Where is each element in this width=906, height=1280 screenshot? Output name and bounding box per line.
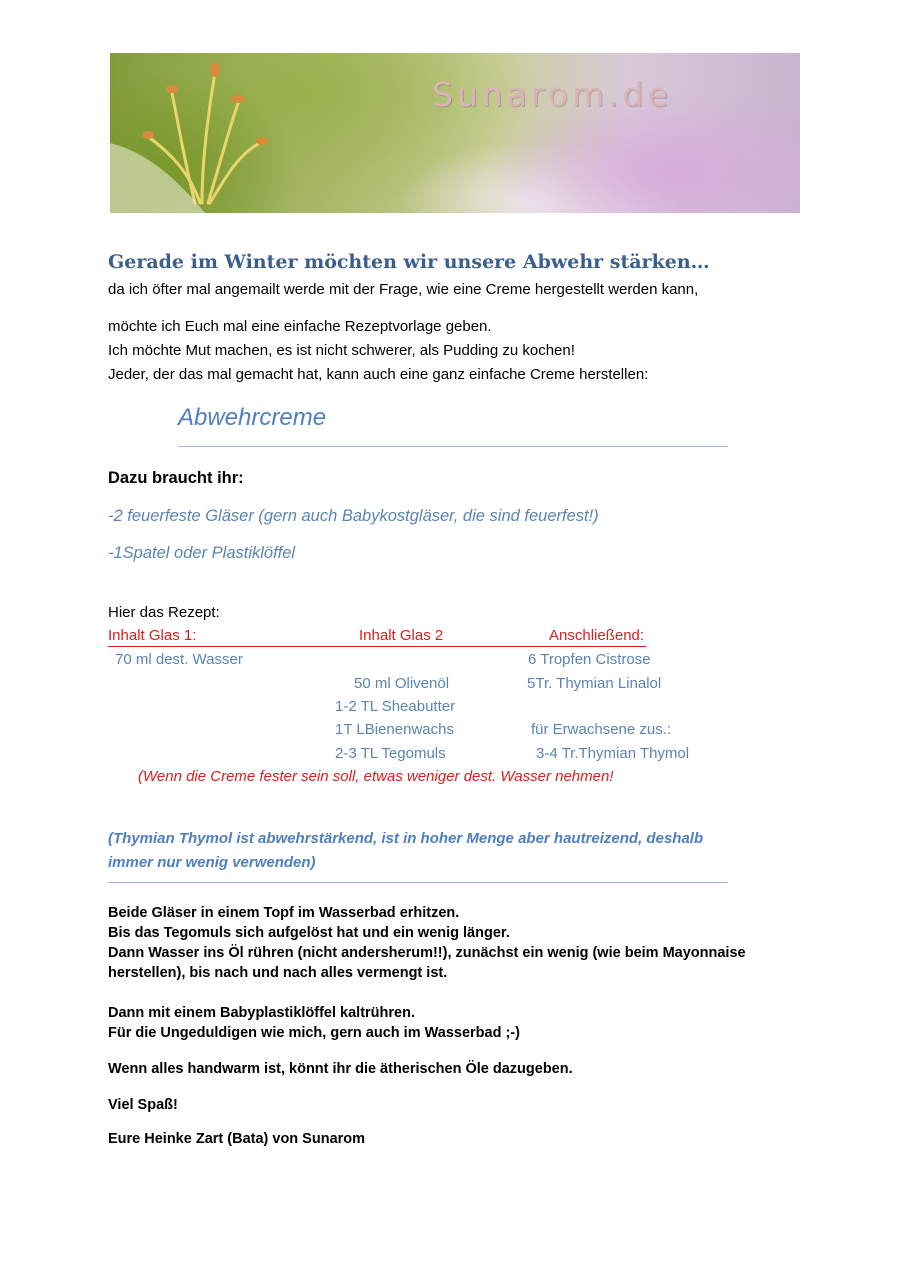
intro-line: Jeder, der das mal gemacht hat, kann auch eine ganz einfache Creme herstellen: [108, 366, 649, 383]
header-banner [110, 53, 800, 213]
glas2-item: 1-2 TL Sheabutter [335, 698, 456, 715]
instruction-line: Wenn alles handwarm ist, könnt ihr die ätherischen Öle dazugeben. [108, 1061, 573, 1077]
intro-line: möchte ich Euch mal eine einfache Rezeptvorlage geben. [108, 318, 492, 335]
site-title: Sunarom.de [432, 75, 672, 114]
note-divider [108, 882, 728, 883]
instruction-line: Bis das Tegomuls sich aufgelöst hat und ein wenig länger. [108, 925, 510, 941]
recipe-tip: (Wenn die Creme fester sein soll, etwas weniger dest. Wasser nehmen! [138, 768, 614, 785]
instruction-line: Beide Gläser in einem Topf im Wasserbad erhitzen. [108, 905, 460, 921]
needs-item: -2 feuerfeste Gläser (gern auch Babykostgläser, die sind feuerfest!) [108, 507, 599, 525]
instruction-line: Dann mit einem Babyplastiklöffel kaltrühren. [108, 1005, 415, 1021]
recipe-intro: Hier das Rezept: [108, 604, 220, 621]
intro-line: Ich möchte Mut machen, es ist nicht schwerer, als Pudding zu kochen! [108, 342, 575, 359]
needs-label: Dazu braucht ihr: [108, 469, 244, 487]
note-line: immer nur wenig verwenden) [108, 854, 316, 871]
instruction-line: Dann Wasser ins Öl rühren (nicht andersherum!!), zunächst ein wenig (wie beim Mayonnaise [108, 945, 746, 961]
after-item: 6 Tropfen Cistrose [528, 651, 651, 668]
after-item: 5Tr. Thymian Linalol [527, 675, 662, 692]
instruction-line: Für die Ungeduldigen wie mich, gern auch im Wasserbad ;-) [108, 1025, 520, 1041]
needs-item: -1Spatel oder Plastiklöffel [108, 544, 296, 562]
after-item: 3-4 Tr.Thymian Thymol [536, 745, 690, 762]
intro-line: da ich öfter mal angemailt werde mit der Frage, wie eine Creme hergestellt werden kann, [108, 281, 699, 298]
glas2-item: 50 ml Olivenöl [354, 675, 450, 692]
page-heading: Gerade im Winter möchten wir unsere Abwehr stärken… [108, 251, 710, 273]
instruction-line: Viel Spaß! [108, 1097, 178, 1113]
signature-line: Eure Heinke Zart (Bata) von Sunarom [108, 1131, 366, 1147]
glas1-item: 70 ml dest. Wasser [115, 651, 243, 668]
recipe-title: Abwehrcreme [178, 404, 327, 431]
after-item: für Erwachsene zus.: [531, 721, 672, 738]
header-after: Anschließend: [549, 627, 645, 644]
header-glas1: Inhalt Glas 1: [108, 627, 197, 644]
glas2-item: 2-3 TL Tegomuls [335, 745, 446, 762]
instruction-line: herstellen), bis nach und nach alles vermengt ist. [108, 965, 448, 981]
header-glas2: Inhalt Glas 2 [359, 627, 444, 644]
note-line: (Thymian Thymol ist abwehrstärkend, ist in hoher Menge aber hautreizend, deshalb [108, 830, 704, 847]
title-divider [178, 446, 728, 447]
glas2-item: 1T LBienenwachs [335, 721, 454, 738]
